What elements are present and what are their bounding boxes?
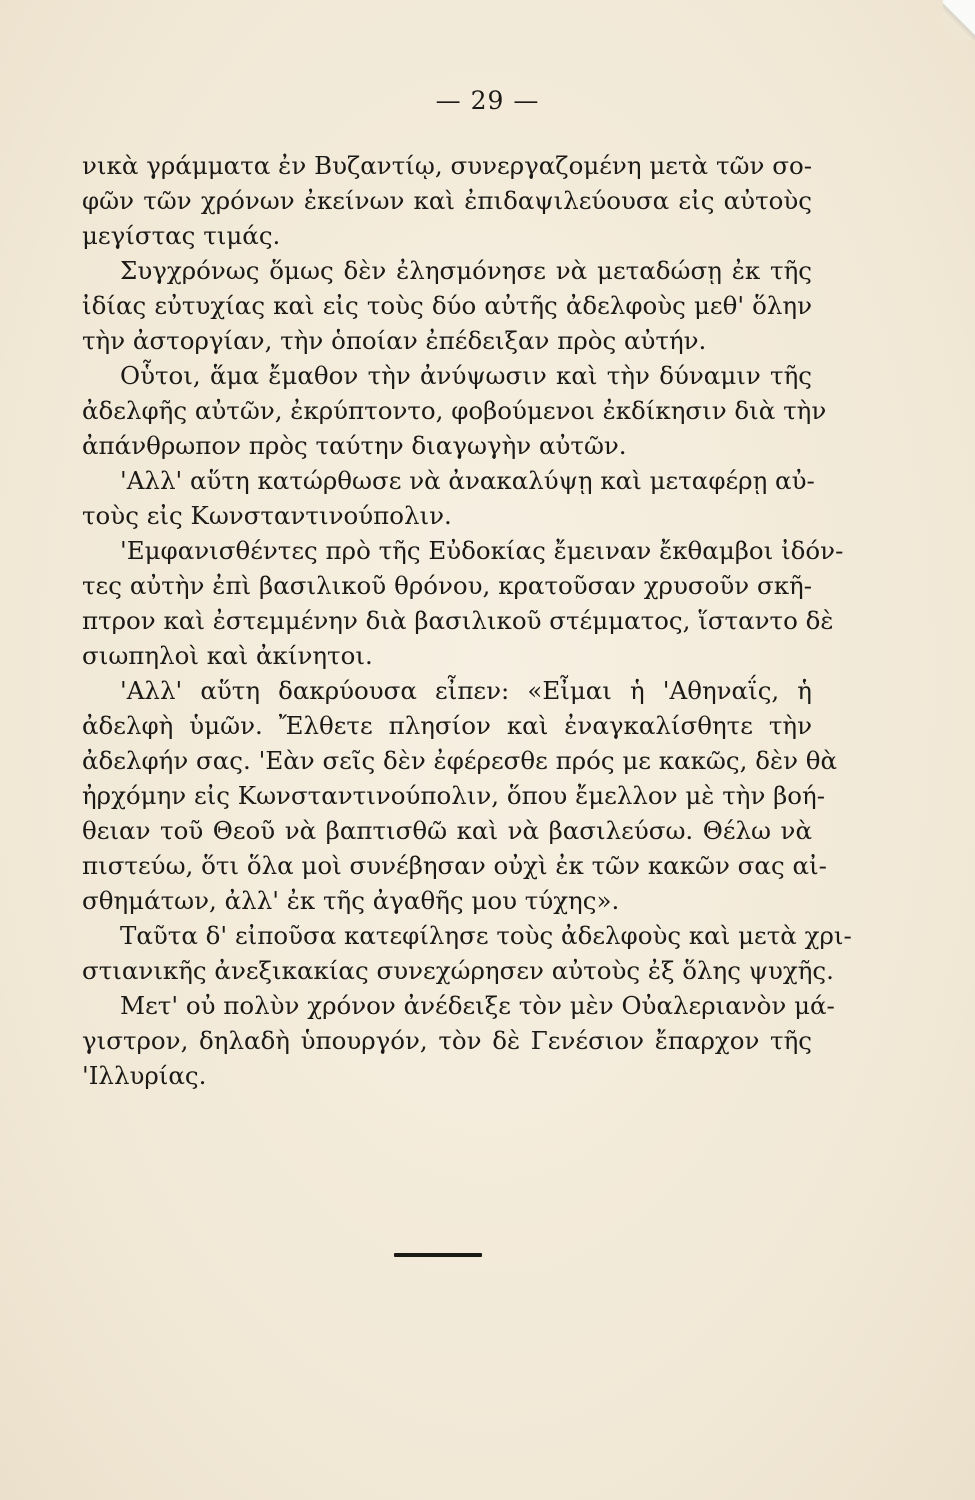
text-line: σθημάτων, ἀλλ' ἐκ τῆς ἀγαθῆς μου τύχης». <box>82 886 620 915</box>
text-line: ἀδελφήν σας. 'Εὰν σεῖς δὲν ἐφέρεσθε πρός με κακῶς, δὲν θὰ <box>82 746 838 775</box>
text-line: 'Ιλλυρίας. <box>82 1061 207 1090</box>
page-corner-fold <box>943 0 975 40</box>
text-line: ἀδελφὴ ὑμῶν. Ἔλθετε πλησίον καὶ ἐναγκαλίσθητε τὴν <box>82 711 812 740</box>
end-rule <box>394 1253 482 1257</box>
text-line: μεγίστας τιμάς. <box>82 221 281 250</box>
text-line: Ταῦτα δ' εἰποῦσα κατεφίλησε τοὺς ἀδελφοὺς καὶ μετὰ χρι- <box>120 921 852 950</box>
text-line: τοὺς εἰς Κωνσταντινούπολιν. <box>82 501 452 530</box>
text-line: 'Αλλ' αὕτη κατώρθωσε νὰ ἀνακαλύψῃ καὶ μεταφέρῃ αὐ- <box>120 466 815 495</box>
text-line: Μετ' οὐ πολὺν χρόνον ἀνέδειξε τὸν μὲν Οὐαλεριανὸν μά- <box>120 991 835 1020</box>
text-line: φῶν τῶν χρόνων ἐκείνων καὶ ἐπιδαψιλεύουσα εἰς αὐτοὺς <box>82 186 812 215</box>
text-line: ἠρχόμην εἰς Κωνσταντινούπολιν, ὅπου ἔμελλον μὲ τὴν βοή- <box>82 781 825 810</box>
text-line: πτρον καὶ ἐστεμμένην διὰ βασιλικοῦ στέμματος, ἵσταντο δὲ <box>82 606 834 635</box>
text-line: στιανικῆς ἀνεξικακίας συνεχώρησεν αὐτοὺς ἐξ ὅλης ψυχῆς. <box>82 956 834 985</box>
text-line: ἰδίας εὐτυχίας καὶ εἰς τοὺς δύο αὐτῆς ἀδελφοὺς μεθ' ὅλην <box>82 291 812 320</box>
text-line: γιστρον, δηλαδὴ ὑπουργόν, τὸν δὲ Γενέσιον ἔπαρχον τῆς <box>82 1026 812 1055</box>
page-number: — 29 — <box>435 86 540 115</box>
text-line: τες αὐτὴν ἐπὶ βασιλικοῦ θρόνου, κρατοῦσαν χρυσοῦν σκῆ- <box>82 571 812 600</box>
text-line: σιωπηλοὶ καὶ ἀκίνητοι. <box>82 641 373 670</box>
body-text <box>82 148 852 1093</box>
text-line: 'Αλλ' αὕτη δακρύουσα εἶπεν: «Εἶμαι ἡ 'Αθηναΐς, ἡ <box>120 676 812 705</box>
text-line: τὴν ἀστοργίαν, τὴν ὁποίαν ἐπέδειξαν πρὸς αὐτήν. <box>82 326 707 355</box>
text-line: θειαν τοῦ Θεοῦ νὰ βαπτισθῶ καὶ νὰ βασιλεύσω. Θέλω νὰ <box>82 816 812 845</box>
text-line: 'Εμφανισθέντες πρὸ τῆς Εὐδοκίας ἔμειναν ἔκθαμβοι ἰδόν- <box>120 536 844 565</box>
text-line: ἀδελφῆς αὐτῶν, ἐκρύπτοντο, φοβούμενοι ἐκδίκησιν διὰ τὴν <box>82 396 827 425</box>
text-line: ἀπάνθρωπον πρὸς ταύτην διαγωγὴν αὐτῶν. <box>82 431 627 460</box>
text-line: νικὰ γράμματα ἐν Βυζαντίῳ, συνεργαζομένη μετὰ τῶν σο- <box>82 151 812 180</box>
text-line: πιστεύω, ὅτι ὅλα μοὶ συνέβησαν οὐχὶ ἐκ τῶν κακῶν σας αἰ- <box>82 851 827 880</box>
text-line: Οὗτοι, ἅμα ἔμαθον τὴν ἀνύψωσιν καὶ τὴν δύναμιν τῆς <box>120 361 812 390</box>
text-line: Συγχρόνως ὅμως δὲν ἐλησμόνησε νὰ μεταδώσῃ ἐκ τῆς <box>120 256 812 285</box>
